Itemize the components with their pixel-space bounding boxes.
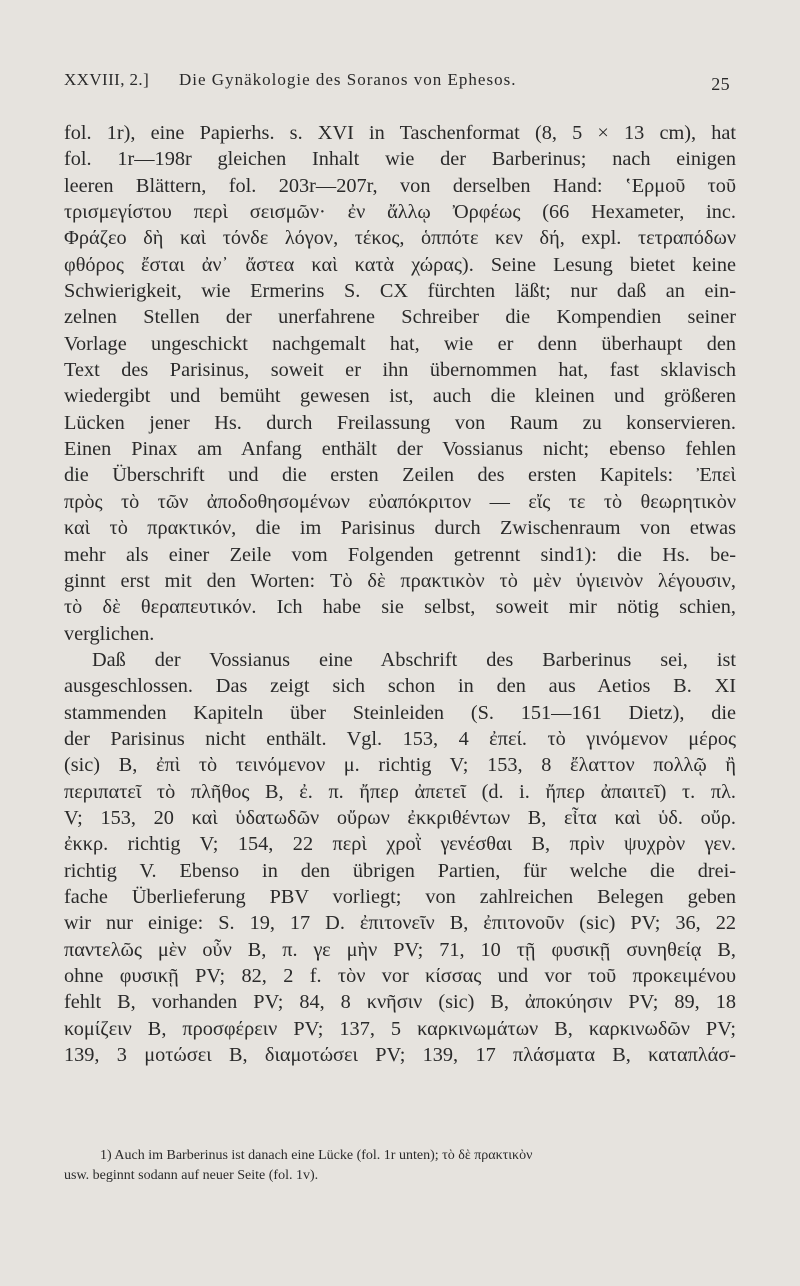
text-line: τρισμεγίστου περὶ σεισμῶν· ἐν ἄλλῳ Ὀρφέως (66 Hexameter, inc. [64,201,736,224]
text-line: Daß der Vossianus eine Abschrift des Barberinus sei, ist [92,648,736,671]
footnote-line: usw. beginnt sodann auf neuer Seite (fol. 1v). [64,1168,319,1183]
text-line: ausgeschlossen. Das zeigt sich schon in den aus Aetios B. XI [64,675,736,698]
text-line: fache Überlieferung PBV vorliegt; von zahlreichen Belegen geben [64,885,736,908]
text-line: fehlt B, vorhanden PV; 84, 8 κνῆσιν (sic) B, ἀποκύησιν PV; 89, 18 [64,991,736,1014]
text-line: ginnt erst mit den Worten: Τὸ δὲ πρακτικὸν τὸ μὲν ὑγιεινὸν λέγουσιν, [64,569,736,592]
text-line: τὸ δὲ θεραπευτικόν. Ich habe sie selbst, soweit mir nötig schien, [64,596,736,619]
text-line: wiedergibt und bemüht gewesen ist, auch die kleinen und größeren [64,385,736,408]
text-line: die Überschrift und die ersten Zeilen des ersten Kapitels: Ἐπεὶ [64,464,736,487]
text-line: καὶ τὸ πρακτικόν, die im Parisinus durch Zwischenraum von etwas [64,517,736,540]
text-line: fol. 1r—198r gleichen Inhalt wie der Barberinus; nach einigen [64,148,736,171]
text-line: mehr als einer Zeile vom Folgenden getrennt sind1): die Hs. be- [64,543,736,566]
text-line: κομίζειν B, προσφέρειν PV; 137, 5 καρκινωμάτων B, καρκινωδῶν PV; [64,1017,736,1040]
text-line: (sic) B, ἐπὶ τὸ τεινόμενον μ. richtig V; 153, 8 ἔλαττον πολλῷ ἢ [64,754,736,777]
text-line: Einen Pinax am Anfang enthält der Vossianus nicht; ebenso fehlen [64,438,736,461]
text-line: stammenden Kapiteln über Steinleiden (S. 151—161 Dietz), die [64,701,736,724]
text-line: ἐκκρ. richtig V; 154, 22 περὶ χροῒ γενέσθαι B, πρὶν ψυχρὸν γεν. [64,833,736,856]
text-line: φθόρος ἔσται ἀν᾽ ἄστεα καὶ κατὰ χώρας). Seine Lesung bietet keine [64,253,736,276]
text-line: Vorlage ungeschickt nachgemalt hat, wie er denn überhaupt den [64,332,736,355]
text-line: wir nur einige: S. 19, 17 D. ἐπιτονεῖν B, ἐπιτονοῦν (sic) PV; 36, 22 [64,912,736,935]
text-line: verglichen. [64,622,155,645]
text-line: der Parisinus nicht enthält. Vgl. 153, 4 ἐπεί. τὸ γινόμενον μέρος [64,727,736,750]
text-line: 139, 3 μοτώσει B, διαμοτώσει PV; 139, 17 πλάσματα B, καταπλάσ- [64,1044,736,1067]
text-line: fol. 1r), eine Papierhs. s. XVI in Taschenformat (8, 5 × 13 cm), hat [64,122,736,144]
text-line: leeren Blättern, fol. 203r—207r, von derselben Hand: ʽΕρμοῦ τοῦ [64,174,736,197]
text-line: zelnen Stellen der unerfahrene Schreiber die Kompendien seiner [64,306,736,329]
text-line: Schwierigkeit, wie Ermerins S. CX fürchten läßt; nur daß an ein- [64,280,736,303]
text-line: περιπατεῖ τὸ πλῆθος B, ἐ. π. ἤπερ ἀπετεῖ (d. i. ἤπερ ἀπαιτεῖ) τ. πλ. [64,780,736,803]
running-header [64,70,740,98]
chapter-reference: XXVIII, 2.] [64,70,150,89]
text-line: richtig V. Ebenso in den übrigen Partien, für welche die drei- [64,859,736,882]
text-line: Lücken jener Hs. durch Freilassung von Raum zu konservieren. [64,411,736,434]
text-line: Text des Parisinus, soweit er ihn übernommen hat, fast sklavisch [64,359,736,382]
text-line: V; 153, 20 καὶ ὑδατωδῶν οὔρων ἐκκριθέντων B, εἶτα καὶ ὑδ. οὔρ. [64,806,736,829]
running-title: Die Gynäkologie des Soranos von Ephesos. [179,70,517,89]
text-line: ohne φυσικῇ PV; 82, 2 f. τὸν vor κίσσας und vor τοῦ προκειμένου [64,965,736,987]
text-line: παντελῶς μὲν οὖν B, π. γε μὴν PV; 71, 10 τῇ φυσικῇ συνηθείᾳ B, [64,938,736,961]
body-text [64,120,736,1068]
footnote-line: 1) Auch im Barberinus ist danach eine Lücke (fol. 1r unten); τὸ δὲ πρακτικὸν [100,1148,533,1163]
footnotes [64,1146,736,1186]
page-number: 25 [711,74,730,94]
text-line: πρὸς τὸ τῶν ἀποδοθησομένων εὐαπόκριτον — εἴς τε τὸ θεωρητικὸν [64,490,736,513]
text-line: Φράζεο δὴ καὶ τόνδε λόγον, τέκος, ὁππότε κεν δή, expl. τετραπόδων [64,227,736,250]
